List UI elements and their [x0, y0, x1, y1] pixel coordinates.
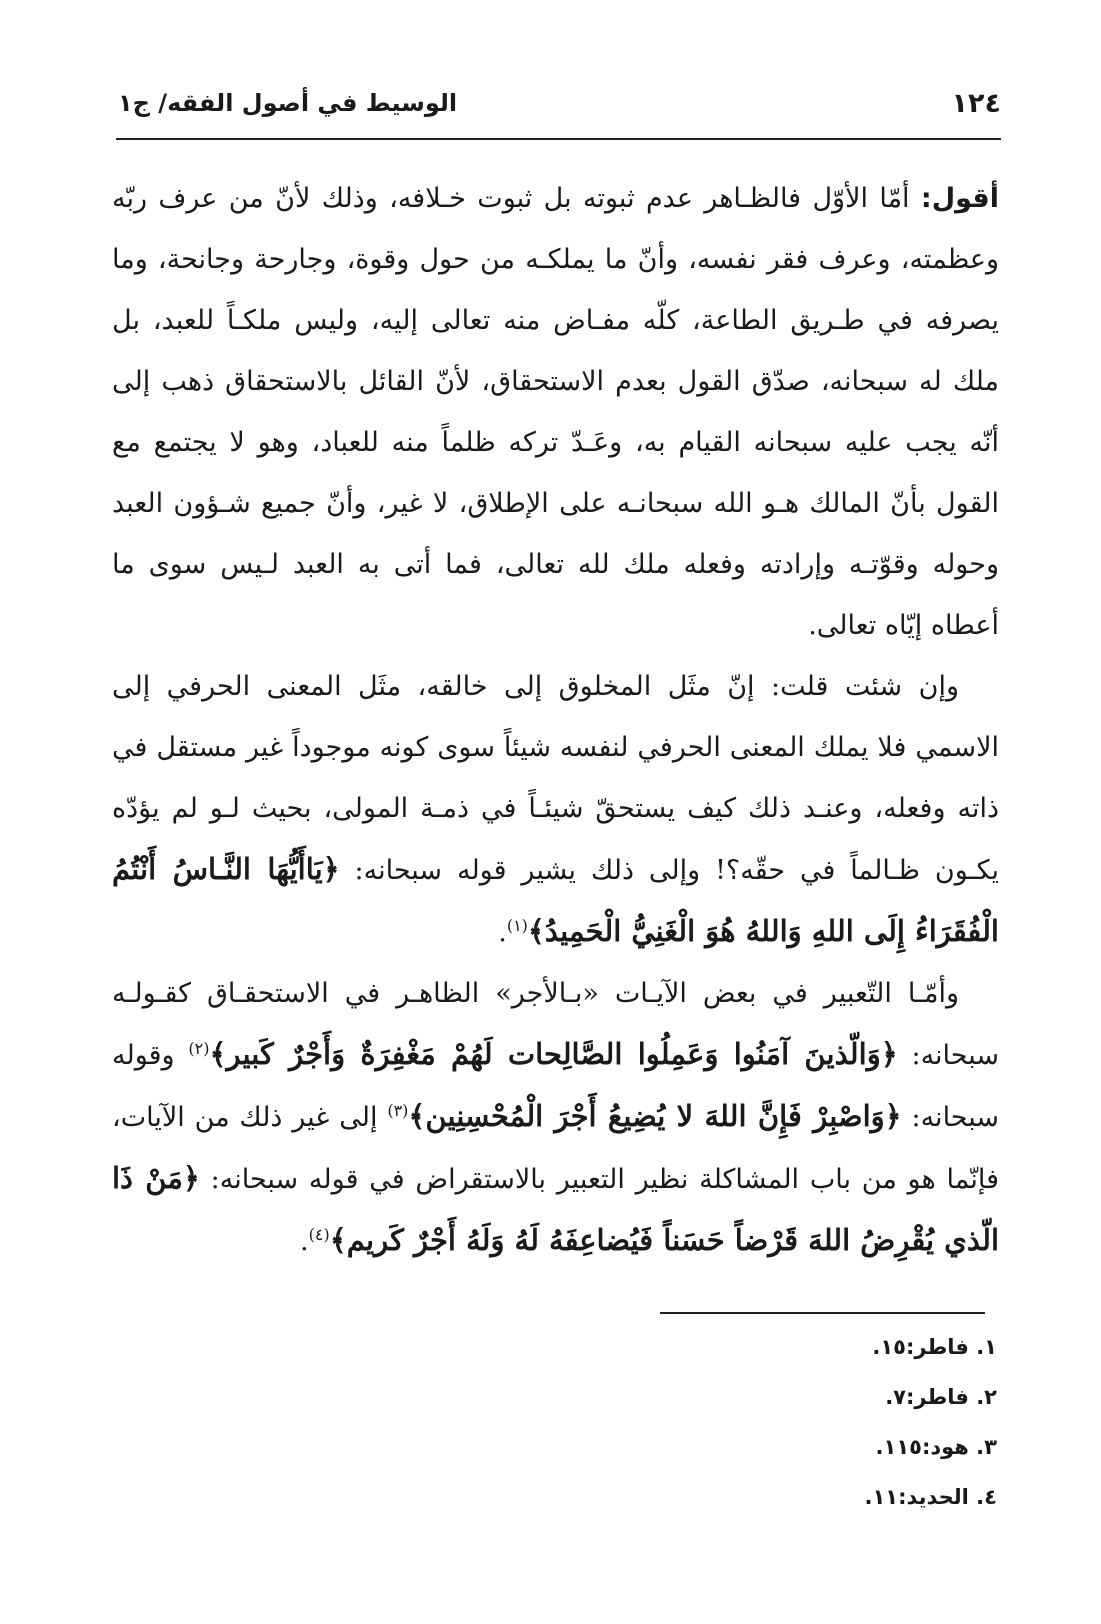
paragraph-lead: أقول:	[920, 183, 999, 214]
paragraph-text: وأمّـا التّعبير في بعض الآيـات «بـالأجر» الظاهـر في الاستحقـاق كقـولـه سبحانه:	[112, 978, 999, 1071]
footnotes	[597, 1322, 997, 1522]
quran-verse: ﴿وَالّذينَ آمَنُوا وَعَمِلُوا الصَّالِحات لَهُمْ مَغْفِرَةٌ وَأَجْرٌ كَبير﴾	[209, 1037, 898, 1071]
paragraph-text: وقوله سبحانه:	[112, 1040, 999, 1133]
footnote-ref[interactable]: (٤)	[308, 1225, 330, 1244]
paragraph-text: إلى غير ذلك من الآيات، فإنّما هو من باب المشاكلة نظير التعبير بالاستقراض في قوله سبحانه:	[112, 1102, 999, 1195]
footnote-item: ٢. فاطر:٧.	[885, 1385, 997, 1409]
quran-verse: ﴿وَاصْبِرْ فَإِنَّ اللهَ لا يُضِيعُ أَجْرَ الْمُحْسِنِين﴾	[408, 1099, 902, 1133]
footnote-divider	[660, 1312, 985, 1314]
quran-verse: ﴿مَنْ ذَا الّذي يُقْرِضُ اللهَ قَرْضاً حَسَناً فَيُضاعِفَهُ لَهُ وَلَهُ أَجْرٌ كَريم﴾	[112, 1161, 999, 1257]
page-number: ١٢٤	[951, 87, 1001, 119]
paragraph-3	[112, 963, 999, 1272]
footnote-item: ٤. الحديد:١١.	[864, 1485, 997, 1509]
footnote-item: ١. فاطر:١٥.	[872, 1335, 997, 1359]
main-text	[112, 168, 999, 1272]
quran-verse: ﴿يَاأَيُّهَا النَّـاسُ أَنْتُمُ الْفُقَرَاءُ إِلَى اللهِ وَاللهُ هُوَ الْغَنِيُّ الْحَمِيدُ﴾	[112, 852, 999, 948]
paragraph-text: وإن شئت قلت: إنّ مثَل المخلوق إلى خالقه، مثَل المعنى الحرفي إلى الاسمي فلا يملك المعنى الحرفي لنفسه شيئاً سوى كونه موجوداً غير مستقل في ذاته وفعله، وعنـد ذلك كيف يستحقّ شيئـاً في ذمـة المولى، بحيث لـو لم يؤدّه يكـون ظـالماً في حقّه؟! وإلى ذلك يشير قوله سبحانه:	[112, 671, 1000, 886]
footnote-ref[interactable]: (٣)	[387, 1101, 409, 1120]
paragraph-2	[112, 656, 999, 963]
paragraph-1	[112, 168, 999, 656]
sentence-end: .	[498, 917, 507, 948]
sentence-end: .	[300, 1226, 309, 1257]
paragraph-text: أمّا الأوّل فالظـاهر عدم ثبوته بل ثبوت خـلافه، وذلك لأنّ من عرف ربّه وعظمته، وعرف فقر نفسه، وأنّ ما يملكـه من حول وقوة، وجارحة وجانحة، وما يصرفه في طـريق الطاعة، كلّه مفـاض منه تعالى إليه، وليس ملكـاً للعبد، بل ملك له سبحانه، صدّق القول بعدم الاستحقاق، لأنّ القائل بالاستحقاق ذهب إلى أنّه يجب عليه سبحانه القيام به، وعَـدّ تركه ظلماً منه للعباد، وهو لا يجتمع مع القول بأنّ المالك هـو الله سبحانـه على الإطلاق، لا غير، وأنّ جميع شـؤون العبد وحوله وقوّتـه وإرادته وفعله ملك لله تعالى، فما أتى به العبد لـيس سوى ما أعطاه إيّاه تعالى.	[112, 183, 999, 641]
footnote-item: ٣. هود:١١٥.	[875, 1435, 997, 1459]
running-title: الوسيط في أصول الفقه/ ج١	[118, 89, 458, 117]
footnote-ref[interactable]: (٢)	[188, 1039, 210, 1058]
page-header	[118, 78, 1001, 128]
header-divider	[116, 138, 1001, 140]
footnote-ref[interactable]: (١)	[506, 916, 528, 935]
